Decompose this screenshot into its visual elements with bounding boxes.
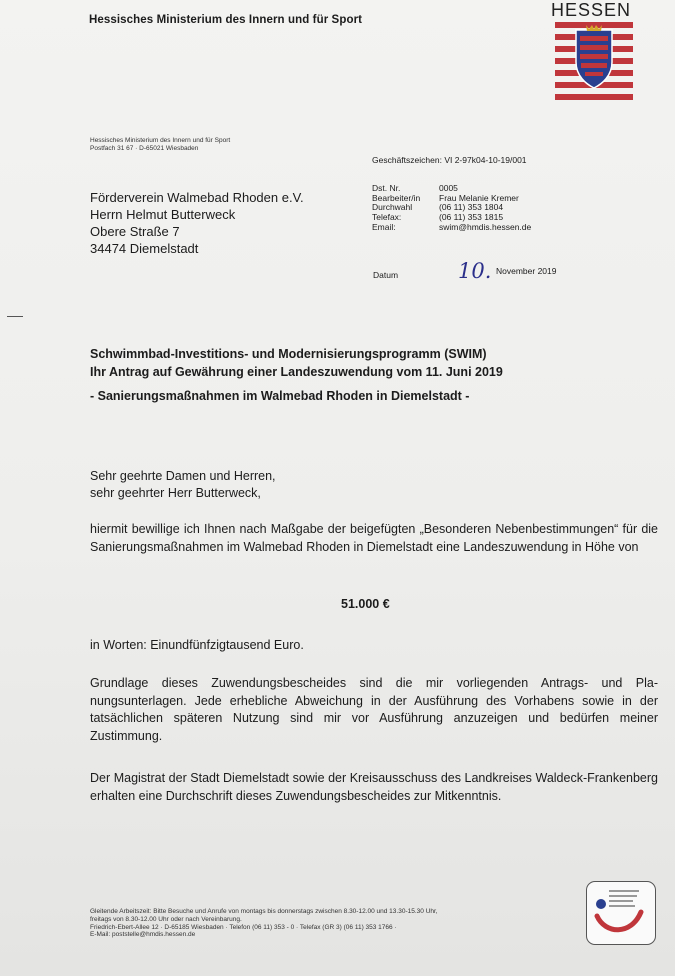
contact-value: (06 11) 353 1815 xyxy=(439,212,504,223)
certification-seal xyxy=(586,881,656,945)
footer-line: E-Mail: poststelle@hmdis.hessen.de xyxy=(90,931,196,939)
contact-label: Dst. Nr. xyxy=(372,183,401,193)
contact-value: Frau Melanie Kremer xyxy=(439,192,519,203)
hessen-coat-of-arms-logo xyxy=(555,22,633,100)
contact-label: Bearbeiter/in xyxy=(372,192,421,203)
date-label: Datum xyxy=(373,270,399,280)
recipient-line: Förderverein Walmebad Rhoden e.V. xyxy=(90,190,304,205)
contact-row xyxy=(372,223,531,233)
contact-label: Email: xyxy=(372,221,396,232)
seal-emblem-icon xyxy=(587,882,655,944)
salutation-line: Sehr geehrte Damen und Herren, xyxy=(90,469,276,483)
subject-block xyxy=(90,345,503,381)
salutation-line: sehr geehrter Herr Butterweck, xyxy=(90,486,261,500)
date-month-year: November 2019 xyxy=(496,266,557,276)
contact-value: (06 11) 353 1804 xyxy=(439,202,504,213)
letter-footer xyxy=(90,908,438,939)
recipient-line: Obere Straße 7 xyxy=(90,224,180,239)
contact-label: Telefax: xyxy=(372,212,402,223)
reference-label: Geschäftszeichen: xyxy=(372,155,442,165)
reference-value: VI 2-97k04-10-19/001 xyxy=(444,155,527,165)
sender-return-address xyxy=(90,137,230,153)
grant-amount: 51.000 € xyxy=(341,597,390,611)
salutation xyxy=(90,468,276,502)
letterhead-state-name: HESSEN xyxy=(551,0,632,20)
sender-line: Hessisches Ministerium des Innern und für Sport xyxy=(90,137,231,144)
body-paragraph-copy: Der Magistrat der Stadt Diemelstadt sowie der Kreisausschuss des Landkreises Waldeck-Frankenberg erhalten eine Durchschrift dieses Zuwendungsbescheides zur Mitkenntnis. xyxy=(90,771,658,803)
recipient-line: Herrn Helmut Butterweck xyxy=(90,207,236,222)
letterhead-ministry: Hessisches Ministerium des Innern und für Sport xyxy=(89,14,363,26)
footer-line: Gleitende Arbeitszeit: Bitte Besuche und Anrufe von montags bis donnerstags zwischen 8.30-12.00 und 13.30-15.30 Uhr, xyxy=(90,908,438,915)
fold-mark xyxy=(7,316,23,317)
body-paragraph-grant: hiermit bewillige ich Ihnen nach Maßgabe der beigefügten „Besonderen Nebenbestimmungen“ für die Sanierungsmaßnahmen im Walmebad Rhoden in Diemelstadt eine Landeszuwendung in Höhe von xyxy=(90,522,658,554)
recipient-address xyxy=(90,189,304,257)
reference-number xyxy=(372,155,527,165)
contact-email[interactable]: swim@hmdis.hessen.de xyxy=(439,221,532,232)
footer-line: Friedrich-Ebert-Allee 12 · D-65185 Wiesbaden · Telefon (06 11) 353 - 0 · Telefax (GR 3) (06 11) 353 1766 · xyxy=(90,923,397,931)
amount-in-words: in Worten: Einundfünfzigtausend Euro. xyxy=(90,638,304,652)
contact-value: 0005 xyxy=(439,183,458,193)
subject-line: Schwimmbad-Investitions- und Modernisierungsprogramm (SWIM) xyxy=(90,347,487,361)
recipient-line: 34474 Diemelstadt xyxy=(90,241,199,256)
sender-line: Postfach 31 67 · D-65021 Wiesbaden xyxy=(90,145,199,152)
footer-line: freitags von 8.30-12.00 Uhr oder nach Vereinbarung. xyxy=(90,915,242,923)
contact-details xyxy=(372,184,531,233)
subject-project-line: - Sanierungsmaßnahmen im Walmebad Rhoden in Diemelstadt - xyxy=(90,389,470,403)
contact-label: Durchwahl xyxy=(372,202,413,213)
date-day-handwritten: 10. xyxy=(458,259,492,283)
body-paragraph-basis: Grundlage dieses Zuwendungsbescheides sind die mir vorliegenden Antrags- und Planungsunterlagen. Jede erhebliche Abweichung in der Ausführung des Vorhabens sowie in der tatsächlichen späteren Nutzung sind mir vor Ausführung anzuzeigen und bedürfen meiner Zustimmung. xyxy=(90,676,658,743)
subject-line: Ihr Antrag auf Gewährung einer Landeszuwendung vom 11. Juni 2019 xyxy=(90,365,503,379)
